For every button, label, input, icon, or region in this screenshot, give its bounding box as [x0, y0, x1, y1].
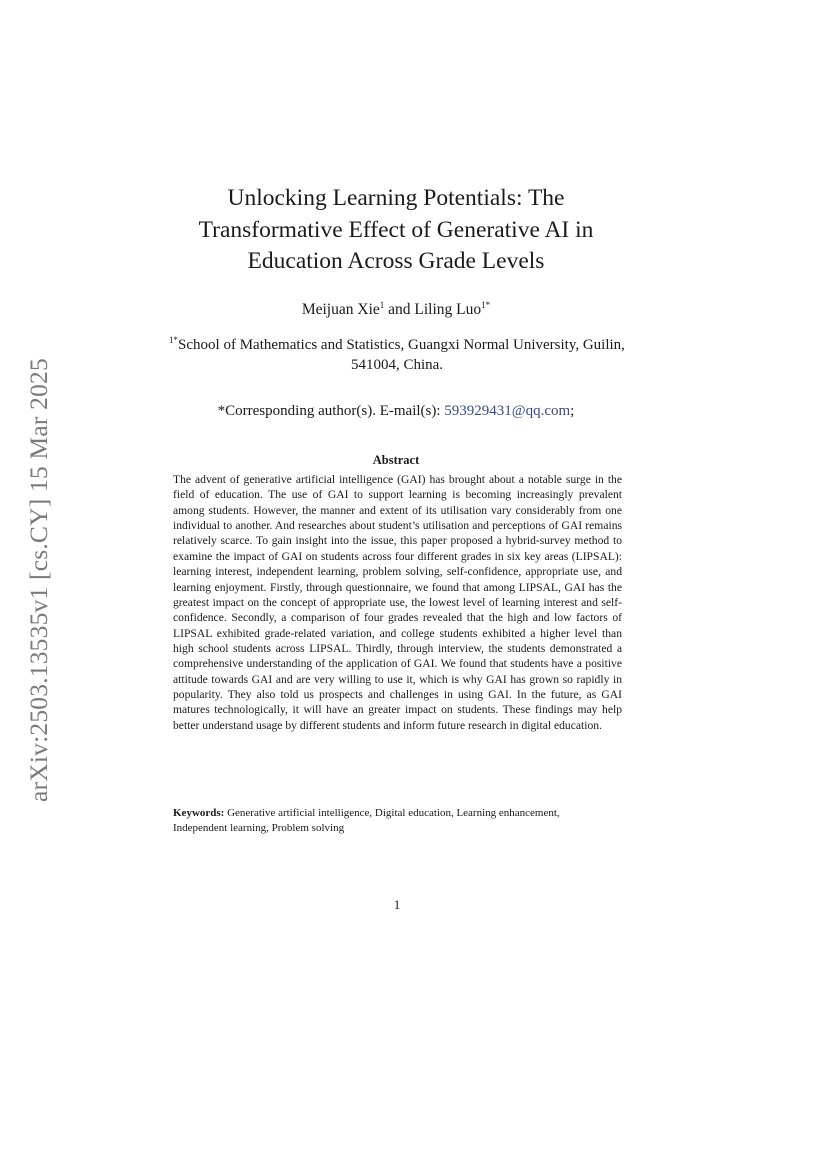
corresponding-trailing: ;: [570, 403, 575, 419]
corresponding-author: [170, 403, 622, 420]
corresponding-label: *Corresponding author(s). E-mail(s):: [217, 403, 445, 419]
affiliation-mark: 1*: [169, 335, 179, 345]
affiliation-text: School of Mathematics and Statistics, Guangxi Normal University, Guilin, 541004, China.: [178, 337, 625, 373]
arxiv-side-stamp: [17, 330, 61, 830]
keywords-label: Keywords:: [173, 807, 225, 819]
keywords-text: Generative artificial intelligence, Digital education, Learning enhancement, Independent learning, Problem solving: [173, 807, 560, 834]
author-name: Meijuan Xie: [301, 301, 380, 318]
affiliation: [168, 330, 626, 375]
paper-title: Unlocking Learning Potentials: The Transformative Effect of Generative AI in Education Across Grade Levels: [198, 185, 594, 274]
abstract-heading: Abstract: [372, 453, 420, 467]
author-line: [170, 300, 622, 319]
author-connector: and: [384, 301, 415, 318]
affiliation-mark: 1*: [481, 300, 491, 310]
keywords: [173, 806, 573, 836]
page-number: 1: [393, 897, 401, 912]
abstract-body: The advent of generative artificial intelligence (GAI) has brought about a notable surge in the field of education. The use of GAI to support learning is becoming increasingly prevalent among students. However, the manner and extent of its utilisation vary considerably from one individual to another. And researches about student’s utilisation and perceptions of GAI remains relatively scarce. To gain insight into the issue, this paper proposed a hybrid-survey method to examine the impact of GAI on students across four different grades in six key areas (LIPSAL): learning interest, independent learning, problem solving, self-confidence, appropriate use, and learning enjoyment. Firstly, through questionnaire, we found that among LIPSAL, GAI has the greatest impact on the concept of appropriate use, the lowest level of learning interest and self-confidence. Secondly, a comparison of four grades revealed that the high and low factors of LIPSAL exhibited grade-related variation, and college students exhibited a higher level than high school students across LIPSAL. Thirdly, through interview, the students demonstrated a comprehensive understanding of the application of GAI. We found that students have a positive attitude towards GAI and are very willing to use it, which is why GAI has grown so rapidly in popularity. They also told us prospects and challenges in using GAI. In the future, as GAI matures technologically, it will have an greater impact on students. These findings may help better understand usage by different students and inform future research in digital education.: [173, 473, 622, 732]
affiliation-mark: 1: [379, 300, 385, 310]
email-link[interactable]: 593929431@qq.com: [444, 403, 571, 419]
author-name: Liling Luo: [414, 301, 482, 318]
arxiv-identifier: arXiv:2503.13535v1 [cs.CY] 15 Mar 2025: [24, 358, 54, 802]
